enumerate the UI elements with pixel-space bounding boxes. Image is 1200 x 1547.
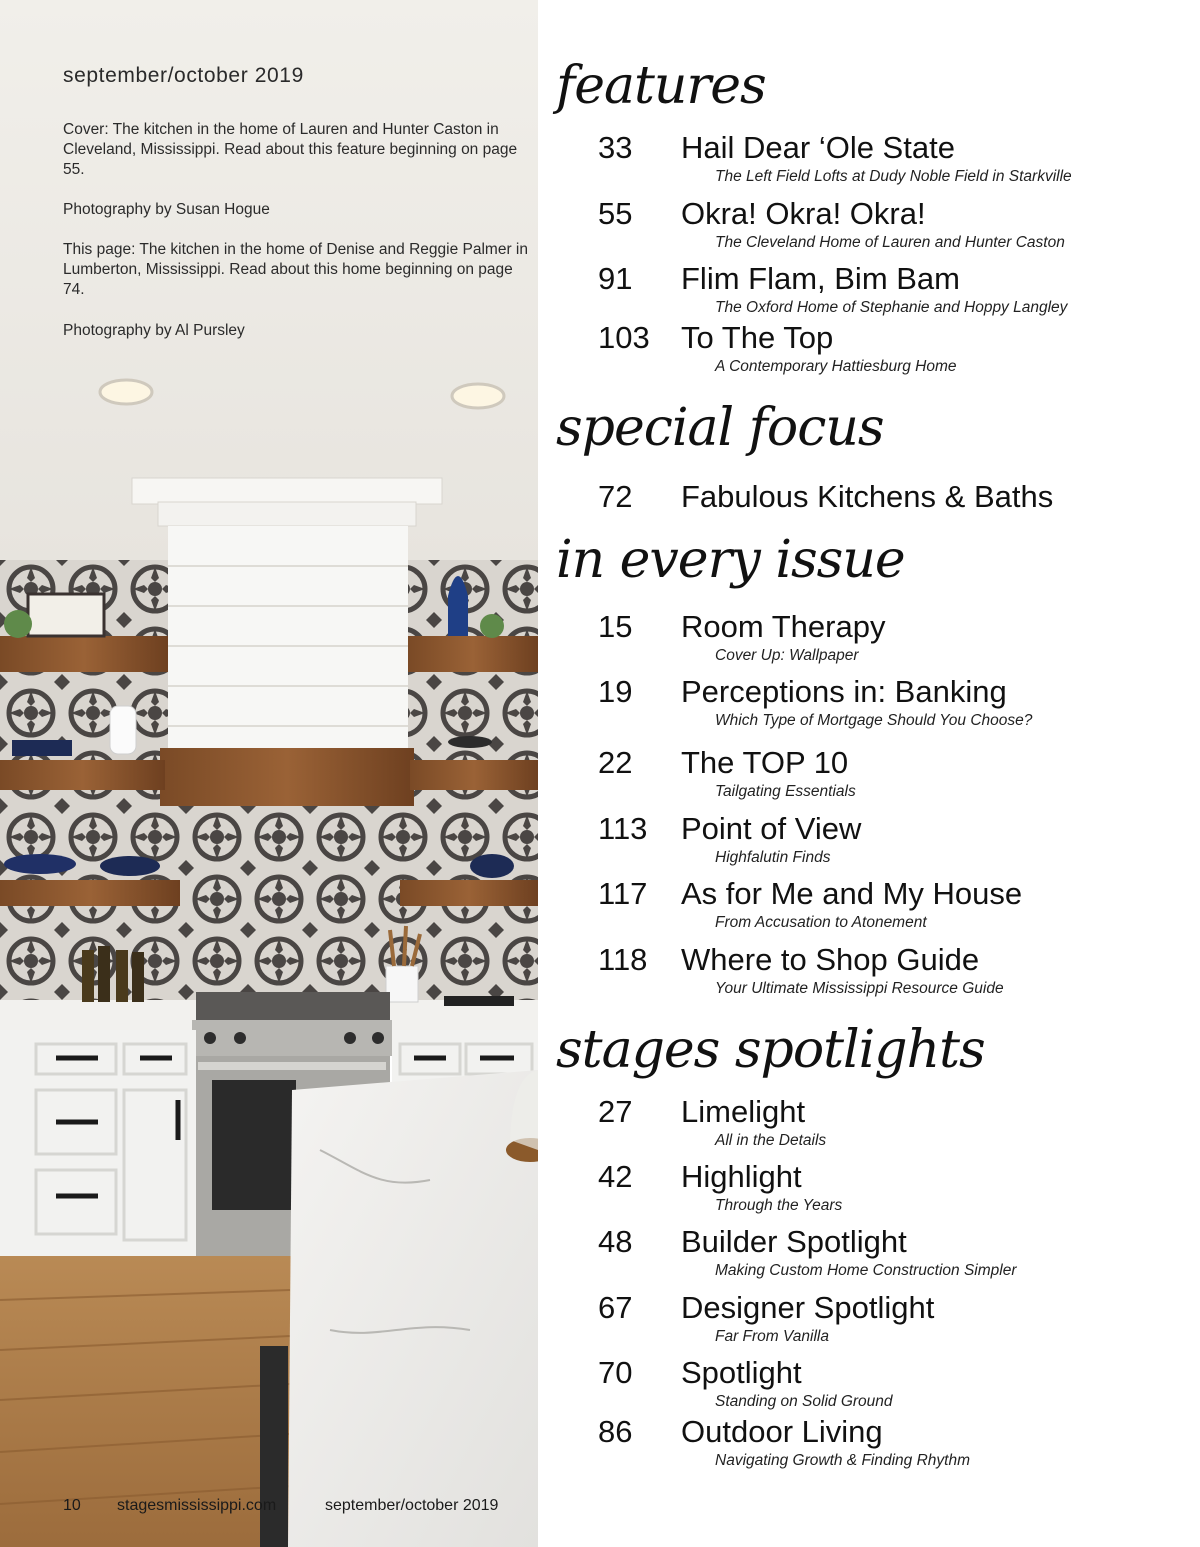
toc-subtitle: Your Ultimate Mississippi Resource Guide: [715, 980, 1004, 997]
kitchen-photo: [0, 0, 538, 1547]
toc-title: Designer Spotlight: [681, 1290, 935, 1325]
toc-subtitle: The Oxford Home of Stephanie and Hoppy Langley: [715, 299, 1068, 316]
toc-title: Flim Flam, Bim Bam: [681, 261, 960, 296]
toc-title: Perceptions in: Banking: [681, 674, 1007, 709]
toc-page-number: 48: [598, 1224, 633, 1259]
section-heading-special-focus: special focus: [556, 398, 884, 458]
cover-caption: Cover: The kitchen in the home of Lauren and Hunter Caston in Cleveland, Mississippi. Read about this feature beginning on page 55.: [63, 121, 518, 178]
toc-subtitle: Which Type of Mortgage Should You Choose?: [715, 712, 1033, 729]
toc-subtitle: A Contemporary Hattiesburg Home: [715, 358, 957, 375]
issue-date: september/october 2019: [63, 64, 304, 87]
toc-title: Point of View: [681, 811, 862, 846]
kitchen-illustration: [0, 0, 538, 1547]
toc-page-number: 117: [598, 876, 648, 911]
page-photo-credit: Photography by Al Pursley: [63, 322, 245, 339]
toc-title: Where to Shop Guide: [681, 942, 980, 977]
toc-title: Spotlight: [681, 1355, 802, 1390]
toc-page-number: 22: [598, 745, 633, 780]
toc-page-number: 42: [598, 1159, 633, 1194]
toc-page-number: 55: [598, 196, 633, 231]
section-heading-spotlights: stages spotlights: [556, 1020, 985, 1080]
section-heading-every-issue: in every issue: [556, 530, 905, 590]
toc-subtitle: All in the Details: [715, 1132, 827, 1149]
toc-subtitle: Tailgating Essentials: [715, 783, 856, 800]
toc-subtitle: Far From Vanilla: [715, 1328, 829, 1345]
toc-page-number: 113: [598, 811, 648, 846]
toc-subtitle: Cover Up: Wallpaper: [715, 647, 859, 664]
toc-title: Okra! Okra! Okra!: [681, 196, 926, 231]
toc-page-number: 86: [598, 1414, 633, 1449]
footer-website[interactable]: stagesmississippi.com: [117, 1497, 277, 1514]
toc-page-number: 91: [598, 261, 633, 296]
toc-subtitle: Making Custom Home Construction Simpler: [715, 1262, 1017, 1279]
toc-subtitle: The Left Field Lofts at Dudy Noble Field in Starkville: [715, 168, 1072, 185]
toc-title: Fabulous Kitchens & Baths: [681, 479, 1054, 514]
toc-title: Hail Dear ‘Ole State: [681, 130, 955, 165]
toc-title: Highlight: [681, 1159, 802, 1194]
toc-title: Builder Spotlight: [681, 1224, 907, 1259]
toc-subtitle: Navigating Growth & Finding Rhythm: [715, 1452, 971, 1469]
footer-issue: september/october 2019: [325, 1497, 499, 1514]
toc-page-number: 19: [598, 674, 633, 709]
toc-subtitle: From Accusation to Atonement: [715, 914, 927, 931]
toc-page-number: 33: [598, 130, 633, 165]
toc-title: Limelight: [681, 1094, 806, 1129]
toc-title: The TOP 10: [681, 745, 849, 780]
toc-title: As for Me and My House: [681, 876, 1023, 911]
toc-title: Room Therapy: [681, 609, 886, 644]
toc-page-number: 27: [598, 1094, 633, 1129]
toc-page-number: 70: [598, 1355, 633, 1390]
section-heading-features: features: [556, 56, 766, 116]
toc-subtitle: The Cleveland Home of Lauren and Hunter Caston: [715, 234, 1065, 251]
toc-page-number: 15: [598, 609, 633, 644]
cover-photo-credit: Photography by Susan Hogue: [63, 201, 270, 218]
footer-page-number: 10: [63, 1497, 81, 1514]
toc-subtitle: Through the Years: [715, 1197, 843, 1214]
toc-page-number: 103: [598, 320, 650, 355]
toc-title: To The Top: [681, 320, 834, 355]
toc-title: Outdoor Living: [681, 1414, 883, 1449]
toc-subtitle: Highfalutin Finds: [715, 849, 831, 866]
toc-page-number: 118: [598, 942, 648, 977]
toc-page-number: 67: [598, 1290, 633, 1325]
toc-page-number: 72: [598, 479, 633, 514]
toc-subtitle: Standing on Solid Ground: [715, 1393, 893, 1410]
page-caption: This page: The kitchen in the home of Denise and Reggie Palmer in Lumberton, Mississippi. Read about this home beginning on page 74.: [63, 241, 528, 298]
